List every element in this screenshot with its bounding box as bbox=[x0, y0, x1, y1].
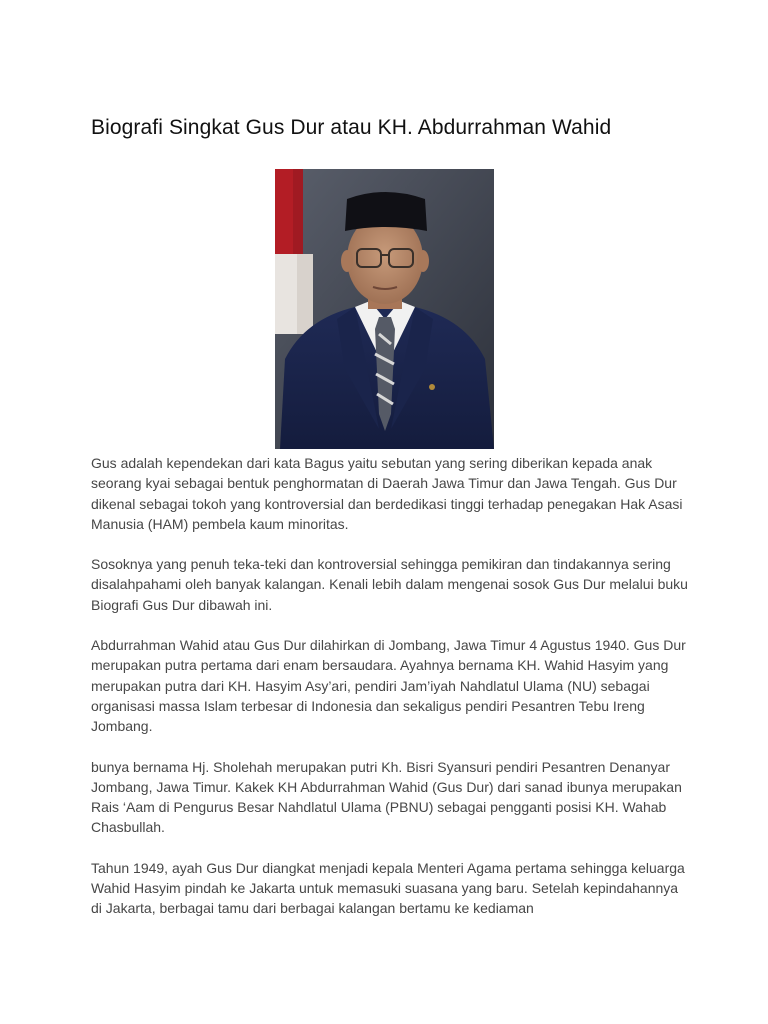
paragraph-4: bunya bernama Hj. Sholehah merupakan putri Kh. Bisri Syansuri pendiri Pesantren Denanyar Jombang, Jawa Timur. Kakek KH Abdurrahman Wahid (Gus Dur) dari sanad ibunya merupakan Rais ‘Aam di Pengurus Besar Nahdlatul Ulama (PBNU) sebagai pengganti posisi KH. Wahab Chasbullah. bbox=[91, 758, 682, 836]
paragraph-3: Abdurrahman Wahid atau Gus Dur dilahirkan di Jombang, Jawa Timur 4 Agustus 1940. Gus Dur merupakan putra pertama dari enam bersaudara. Ayahnya bernama KH. Wahid Hasyim yang merupakan putra dari KH. Hasyim Asy’ari, pendiri Jam’iyah Nahdlatul Ulama (NU) sebagai organisasi massa Islam terbesar di Indonesia dan sekaligus pendiri Pesantren Tebu Ireng Jombang. bbox=[91, 637, 686, 735]
paragraph-1: Gus adalah kependekan dari kata Bagus yaitu sebutan yang sering diberikan kepada anak seorang kyai sebagai bentuk penghormatan di Daerah Jawa Timur dan Jawa Tengah. Gus Dur dikenal sebagai tokoh yang kontroversial dan berdedikasi tinggi terhadap penegakan Hak Asasi Manusia (HAM) pembela kaum minoritas. bbox=[91, 455, 683, 532]
paragraph-2: Sosoknya yang penuh teka-teki dan kontroversial sehingga pemikiran dan tindakannya sering disalahpahami oleh banyak kalangan. Kenali lebih dalam mengenai sosok Gus Dur melalui buku Biografi Gus Dur dibawah ini. bbox=[91, 556, 688, 613]
article-title: Biografi Singkat Gus Dur atau KH. Abdurrahman Wahid bbox=[91, 116, 612, 139]
article-body bbox=[91, 453, 691, 939]
paragraph-5: Tahun 1949, ayah Gus Dur diangkat menjadi kepala Menteri Agama pertama sehingga keluarga Wahid Hasyim pindah ke Jakarta untuk memasuki suasana yang baru. Setelah kepindahannya di Jakarta, berbagai tamu dari berbagai kalangan bertamu ke kediaman bbox=[91, 859, 685, 917]
portrait-photo bbox=[275, 169, 494, 449]
